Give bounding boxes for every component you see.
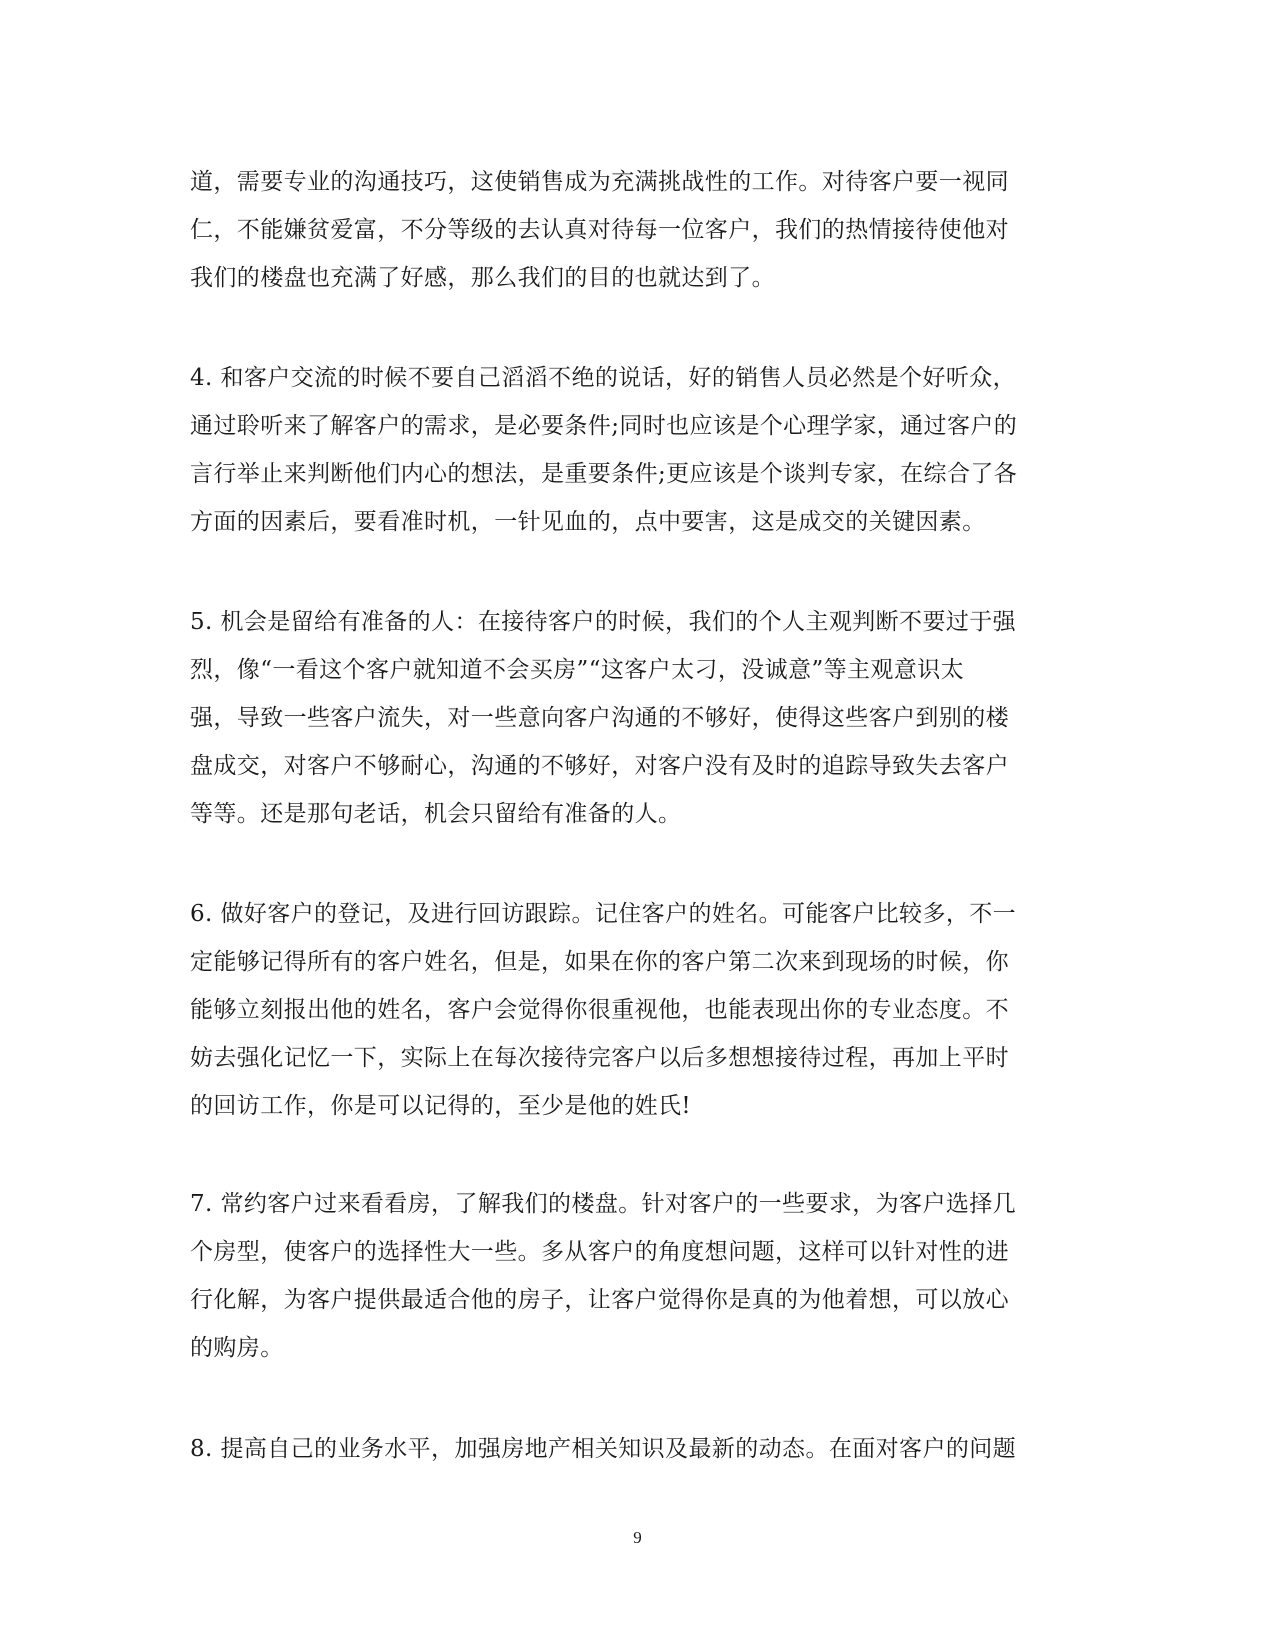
text-line: 仁，不能嫌贫爱富，不分等级的去认真对待每一位客户，我们的热情接待使他对 <box>190 217 1009 243</box>
text-line: 妨去强化记忆一下，实际上在每次接待完客户以后多想想接待过程，再加上平时 <box>190 1045 1009 1071</box>
paragraph-item-8 <box>190 1425 1080 1473</box>
text-line: 8. 提高自己的业务水平，加强房地产相关知识及最新的动态。在面对客户的问题 <box>190 1436 1017 1462</box>
text-line: 道，需要专业的沟通技巧，这使销售成为充满挑战性的工作。对待客户要一视同 <box>190 169 1009 195</box>
text-line: 言行举止来判断他们内心的想法，是重要条件;更应该是个谈判专家，在综合了各 <box>190 461 1018 487</box>
text-line: 的购房。 <box>190 1335 284 1361</box>
paragraph-item-4 <box>190 354 1080 546</box>
text-line: 能够立刻报出他的姓名，客户会觉得你很重视他，也能表现出你的专业态度。不 <box>190 997 1009 1023</box>
text-line: 4. 和客户交流的时候不要自己滔滔不绝的说话，好的销售人员必然是个好听众， <box>190 365 1017 391</box>
text-line: 7. 常约客户过来看看房，了解我们的楼盘。针对客户的一些要求，为客户选择几 <box>190 1191 1017 1217</box>
text-line: 6. 做好客户的登记，及进行回访跟踪。记住客户的姓名。可能客户比较多，不一 <box>190 901 1017 927</box>
text-line: 我们的楼盘也充满了好感，那么我们的目的也就达到了。 <box>190 265 775 291</box>
text-line: 5. 机会是留给有准备的人：在接待客户的时候，我们的个人主观判断不要过于强 <box>190 609 1017 635</box>
paragraph-item-5 <box>190 598 1080 838</box>
text-line: 的回访工作，你是可以记得的，至少是他的姓氏! <box>190 1093 692 1119</box>
text-line: 等等。还是那句老话，机会只留给有准备的人。 <box>190 801 682 827</box>
text-line: 强，导致一些客户流失，对一些意向客户沟通的不够好，使得这些客户到别的楼 <box>190 705 1009 731</box>
text-line: 行化解，为客户提供最适合他的房子，让客户觉得你是真的为他着想，可以放心 <box>190 1287 1009 1313</box>
page-number: 9 <box>633 1528 642 1547</box>
text-line: 盘成交，对客户不够耐心，沟通的不够好，对客户没有及时的追踪导致失去客户 <box>190 753 1009 779</box>
text-line: 方面的因素后，要看准时机，一针见血的，点中要害，这是成交的关键因素。 <box>190 509 986 535</box>
text-line: 烈，像“一看这个客户就知道不会买房”“这客户太刁，没诚意”等主观意识太 <box>190 657 965 683</box>
text-line: 个房型，使客户的选择性大一些。多从客户的角度想问题，这样可以针对性的进 <box>190 1239 1009 1265</box>
paragraph-continuation <box>190 158 1080 302</box>
text-line: 定能够记得所有的客户姓名，但是，如果在你的客户第二次来到现场的时候，你 <box>190 949 1009 975</box>
text-line: 通过聆听来了解客户的需求，是必要条件;同时也应该是个心理学家，通过客户的 <box>190 413 1018 439</box>
paragraph-item-7 <box>190 1180 1080 1372</box>
paragraph-item-6 <box>190 890 1080 1130</box>
